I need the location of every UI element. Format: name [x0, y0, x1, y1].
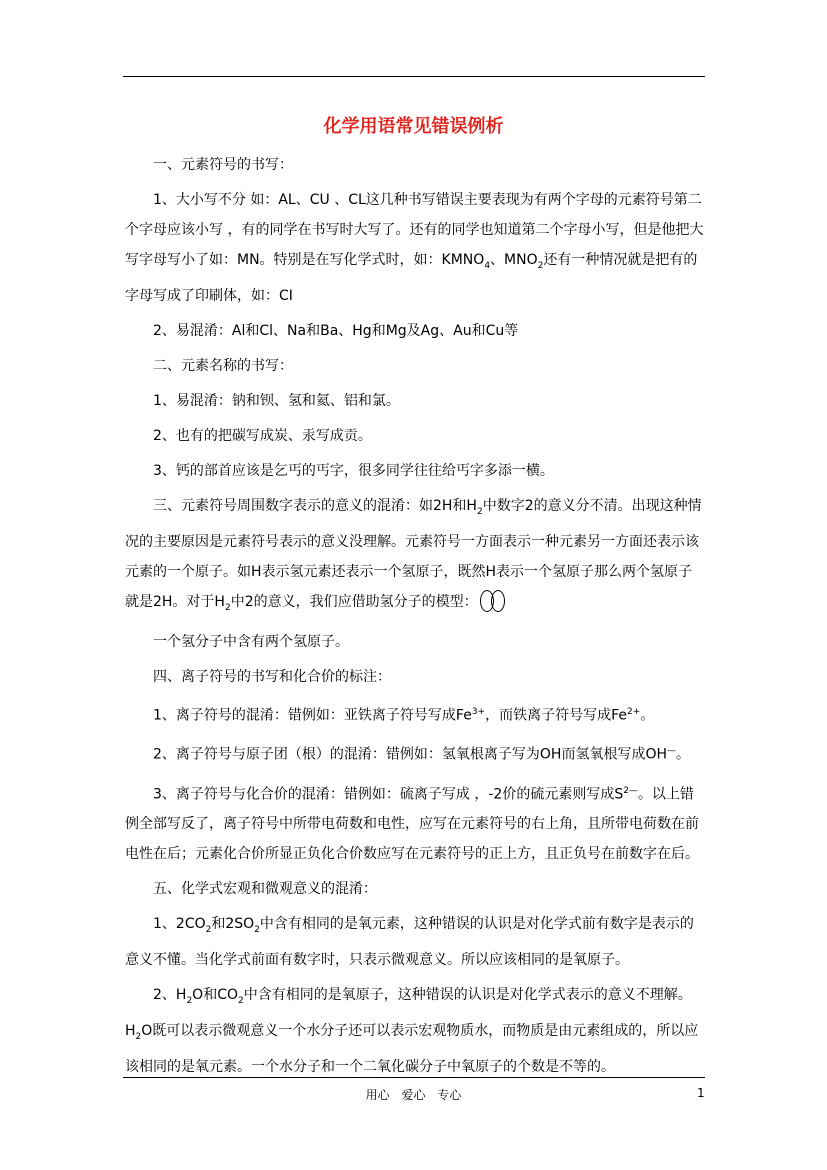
page-number: 1 [697, 1086, 705, 1100]
paragraph: 一个氢分子中含有两个氢原子。 [153, 634, 349, 651]
paragraph: 五、化学式宏观和微观意义的混淆： [153, 881, 377, 898]
paragraph: 1、$2CO_2$和$2SO_2$中含有相同的是氧元素，这种错误的认识是对化学式前有数字是表示的意义不懂。当化学式前面有数字时，只表示微观意义。所以应该相同的是氧原子。 [125, 916, 694, 969]
paragraph: 3、离子符号与化合价的混淆：错例如：硫离子写成 ，-2价的硫元素则写成$S^{2—}$。以上错例全部写反了，离子符号中所带电荷数和电性，应写在元素符号的右上角，且所带电荷数在前电性在后；元素化合价所显正负化合价数应写在元素符号的正上方，且正负号在前数字在后。 [125, 785, 699, 863]
paragraph: 2、离子符号与原子团（根）的混淆：错例如：氢氧根离子写为OH而氢氧根写成OH—。 [153, 746, 690, 763]
paragraph: 四、离子符号的书写和化合价的标注： [153, 669, 391, 686]
paragraph: 1、大小写不分 如：AL、CU 、CL这几种书写错误主要表现为有两个字母的元素符号第二个字母应该小写 ，有的同学在书写时大写了。还有的同学也知道第二个字母小写，但是他把大写字母写小了如：MN。特别是在写化学式时，如：$KMNO_4$、$MNO_2$还有一种情况就是把有的字母写成了印刷体，如：CI [125, 192, 704, 304]
hydrogen-molecule-model-icon [480, 590, 508, 612]
document-title: 化学用语常见错误例析 [323, 116, 504, 137]
page-footer: 用心 爱心 专心 [365, 1088, 462, 1102]
paragraph: 三、元素符号周围数字表示的意义的混淆：如2H和$H_2$中数字2的意义分不清。出现这种情况的主要原因是元素符号表示的意义没理解。元素符号一方面表示一种元素另一方面还表示该元素的一个原子。如H表示氢元素还表示一个氢原子，既然H表示一个氢原子那么两个氢原子就是2H。对于$H_2$中2的意义，我们应借助氢分子的模型： [125, 497, 702, 613]
paragraph: 1、易混淆：钠和钡、氢和氦、铝和氯。 [153, 392, 400, 409]
document-body [125, 150, 705, 1087]
paragraph: 3、钙的部首应该是乞丐的丐字，很多同学往往给丐字多添一横。 [153, 462, 554, 479]
paragraph: 二、元素名称的书写： [153, 357, 293, 374]
paragraph: 1、离子符号的混淆：错例如：亚铁离子符号写成$Fe^{3+}$，而铁离子符号写成$Fe^{2+}$。 [153, 707, 655, 725]
paragraph: 2、$H_2O$和$CO_2$中含有相同的是氧原子，这种错误的认识是对化学式表示的意义不理解。$H_2O$既可以表示微观意义一个水分子还可以表示宏观物质水，而物质是由元素组成的，所以应该相同的是氧元素。一个水分子和一个二氧化碳分子中氧原子的个数是不等的。 [125, 987, 699, 1075]
header-rule [123, 76, 705, 77]
footer-rule [123, 1077, 705, 1078]
paragraph: 2、易混淆：Al和Cl、Na和Ba、Hg和Mg及Ag、Au和Cu等 [153, 322, 519, 339]
paragraph: 2、也有的把碳写成炭、汞写成贡。 [153, 427, 372, 444]
paragraph: 一、元素符号的书写： [153, 157, 293, 173]
